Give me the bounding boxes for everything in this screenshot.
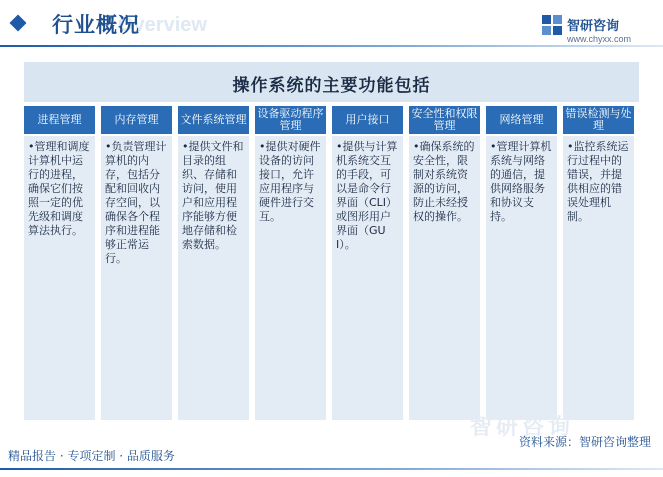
- panel-title: 操作系统的主要功能包括: [232, 76, 431, 96]
- column-process: [24, 102, 95, 420]
- column-title: 进程管理: [24, 106, 95, 134]
- column-text: •提供文件和目录的组织、存储和访问，使用户和应用程序能够方便地存储和检索数据。: [182, 140, 244, 251]
- column-memory: [101, 102, 172, 420]
- diamond-icon: [10, 15, 27, 32]
- column-title: 网络管理: [486, 106, 557, 134]
- column-text: •管理计算机系统与网络的通信，提供网络服务和协议支持。: [490, 140, 552, 223]
- zhiyan-logo-icon: [541, 14, 563, 36]
- brand: [541, 12, 651, 48]
- footer-watermark: 智研咨询: [470, 415, 575, 440]
- brand-url: www.chyxx.com: [567, 34, 632, 44]
- column-body: [486, 136, 557, 420]
- column-title: 文件系统管理: [178, 106, 249, 134]
- column-body: [24, 136, 95, 420]
- column-text: •负责管理计算机的内存，包括分配和回收内存空间，以确保各个程序和进程能够正常运行。: [105, 140, 167, 265]
- functions-panel: [24, 62, 639, 420]
- column-title: 错误检测与处理: [563, 106, 634, 134]
- column-body: [409, 136, 480, 420]
- column-text: •提供对硬件设备的访问接口，允许应用程序与硬件进行交互。: [259, 140, 321, 223]
- column-text: •确保系统的安全性，限制对系统资源的访问，防止未经授权的操作。: [413, 140, 475, 223]
- panel-title-bar: [24, 62, 639, 102]
- column-error-handling: [563, 102, 634, 420]
- column-text: •提供与计算机系统交互的手段，可以是命令行界面（CLI）或图形用户界面（GUI）。: [336, 140, 398, 251]
- column-security: [409, 102, 480, 420]
- column-title: 内存管理: [101, 106, 172, 134]
- column-drivers: [255, 102, 326, 420]
- column-body: [101, 136, 172, 420]
- column-user-interface: [332, 102, 403, 420]
- column-text: •管理和调度计算机中运行的进程，确保它们按照一定的优先级和调度算法执行。: [28, 140, 90, 237]
- footer-slogan: 精品报告 · 专项定制 · 品质服务: [8, 449, 175, 463]
- column-title: 设备驱动程序管理: [255, 106, 326, 134]
- column-filesystem: [178, 102, 249, 420]
- column-text: •监控系统运行过程中的错误，并提供相应的错误处理机制。: [567, 140, 629, 223]
- column-body: [255, 136, 326, 420]
- page-title: 行业概况: [52, 13, 140, 37]
- footer-divider: [0, 468, 663, 470]
- column-title: 安全性和权限管理: [409, 106, 480, 134]
- column-title: 用户接口: [332, 106, 403, 134]
- column-body: [563, 136, 634, 420]
- column-body: [178, 136, 249, 420]
- header: [0, 0, 663, 50]
- source-note: 资料来源：智研咨询整理: [518, 435, 651, 449]
- header-ghost-text: Overview: [118, 14, 207, 36]
- column-body: [332, 136, 403, 420]
- column-network: [486, 102, 557, 420]
- brand-name: 智研咨询: [567, 19, 620, 34]
